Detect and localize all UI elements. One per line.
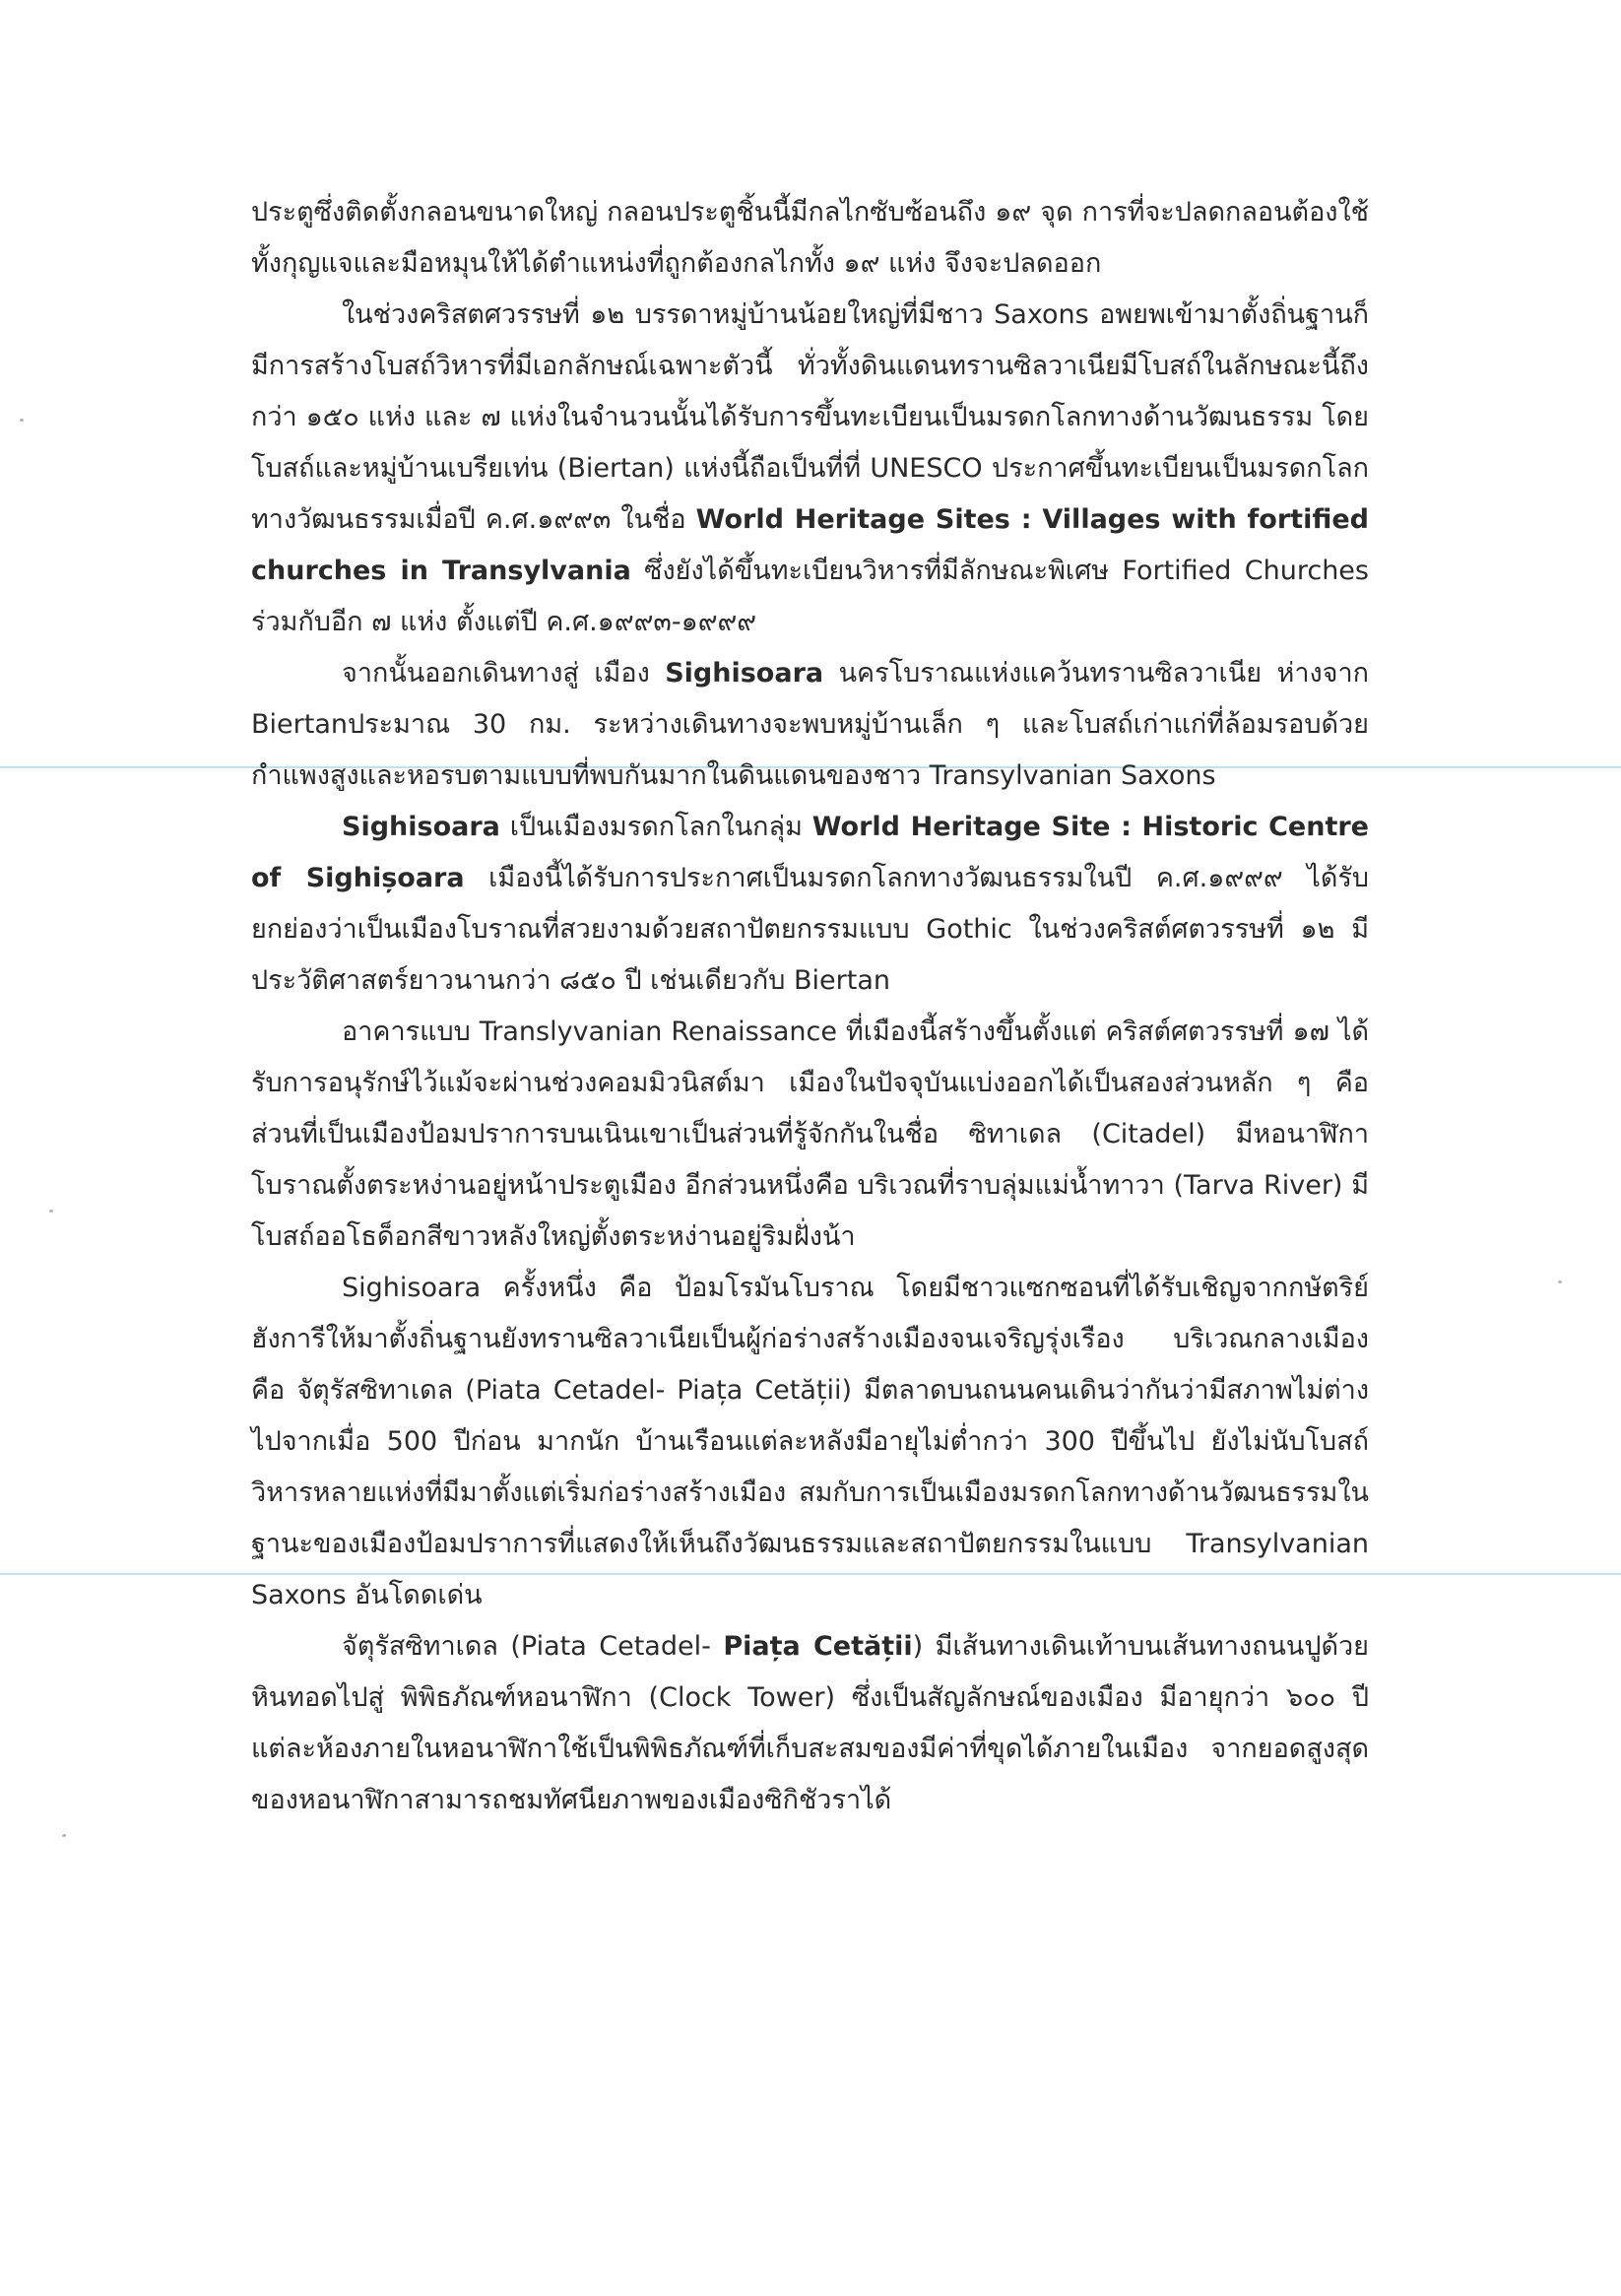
text-run: เป็นเมืองมรดกโลกในกลุ่ม — [499, 812, 812, 842]
text-run: จากนั้นออกเดินทางสู่ เมือง — [342, 658, 666, 689]
bold-text-run: Sighisoara — [342, 812, 500, 842]
paragraph-heritage-site — [251, 802, 1369, 1007]
bold-text-run: Piața Cetății — [723, 1631, 913, 1662]
text-run: อาคารแบบ Translyvanian Renaissance ที่เมืองนี้สร้างขึ้นตั้งแต่ คริสต์ศตวรรษที่ ๑๗ ได้รับการอนุรักษ์ไว้แม้จะผ่านช่วงคอมมิวนิสต์มา เมืองในปัจจุบันแบ่งออกได้เป็นสองส่วนหลัก ๆ คือ ส่วนที่เป็นเมืองป้อมปราการบนเนินเขาเป็นส่วนที่รู้จักกันในชื่อ ซิทาเดล (Citadel) มีหอนาฬิกาโบราณตั้งตระหง่านอยู่หน้าประตูเมือง อีกส่วนหนึ่งคือ บริเวณที่ราบลุ่มแม่น้ำทาวา (Tarva River) มีโบสถ์ออโธด็อกสีขาวหลังใหญ่ตั้งตระหง่านอยู่ริมฝั่งน้า — [251, 1017, 1369, 1252]
scan-speck — [1558, 1280, 1562, 1283]
bold-text-run: World Heritage Site : Historic Centre of Sighișoara — [251, 812, 1369, 893]
text-run: ซึ่งยังได้ขึ้นทะเบียนวิหารที่มีลักษณะพิเศษ Fortified Churches ร่วมกับอีก ๗ แห่ง ตั้งแต่ปี ค.ศ.๑๙๙๓-๑๙๙๙ — [251, 556, 1369, 637]
bold-text-run: World Heritage Sites : Villages with fortified churches in Transylvania — [251, 504, 1369, 586]
text-run: ประตูซึ่งติดตั้งกลอนขนาดใหญ่ กลอนประตูชิ้นนี้มีกลไกซับซ้อนถึง ๑๙ จุด การที่จะปลดกลอนต้องใช้ทั้งกุญแจและมือหมุนให้ได้ตำแหน่งที่ถูกต้องกลไกทั้ง ๑๙ แห่ง จึงจะปลดออก — [251, 197, 1369, 279]
text-run: ในช่วงคริสตศวรรษที่ ๑๒ บรรดาหมู่บ้านน้อยใหญ่ที่มีชาว Saxons อพยพเข้ามาตั้งถิ่นฐานก็มีการสร้างโบสถ์วิหารที่มีเอกลักษณ์เฉพาะตัวนี้ ทั่วทั้งดินแดนทรานซิลวาเนียมีโบสถ์ในลักษณะนี้ถึงกว่า ๑๕๐ แห่ง และ ๗ แห่งในจำนวนนั้นได้รับการขึ้นทะเบียนเป็นมรดกโลกทางด้านวัฒนธรรม โดยโบสถ์และหมู่บ้านเบรียเท่น (Biertan) แห่งนี้ถือเป็นที่ที่ UNESCO ประกาศขึ้นทะเบียนเป็นมรดกโลกทางวัฒนธรรมเมื่อปี ค.ศ.๑๙๙๓ ในชื่อ — [251, 299, 1369, 535]
paragraph-fortified-churches — [251, 290, 1369, 648]
paragraph-clock-tower — [251, 1621, 1369, 1826]
text-run: Sighisoara ครั้งหนึ่ง คือ ป้อมโรมันโบราณ โดยมีชาวแซกซอนที่ได้รับเชิญจากกษัตริย์ฮังการีให้มาตั้งถิ่นฐานยังทรานซิลวาเนียเป็นผู้ก่อร่างสร้างเมืองจนเจริญรุ่งเรือง บริเวณกลางเมือง คือ จัตุรัสซิทาเดล (Piata Cetadel- Piața Cetății) มีตลาดบนถนนคนเดินว่ากันว่ามีสภาพไม่ต่างไปจากเมื่อ 500 ปีก่อน มากนัก บ้านเรือนแต่ละหลังมีอายุไม่ต่ำกว่า 300 ปีขึ้นไป ยังไม่นับโบสถ์วิหารหลายแห่งที่มีมาตั้งแต่เริ่มก่อร่างสร้างเมือง สมกับการเป็นเมืองมรดกโลกทางด้านวัฒนธรรมในฐานะของเมืองป้อมปราการที่แสดงให้เห็นถึงวัฒนธรรมและสถาปัตยกรรมในแบบ Transylvanian Saxons อันโดดเด่น — [251, 1273, 1369, 1610]
scan-speck — [62, 1834, 66, 1837]
bold-text-run: Sighisoara — [665, 658, 824, 689]
document-body — [251, 187, 1369, 1826]
text-run: เมืองนี้ได้รับการประกาศเป็นมรดกโลกทางวัฒนธรรมในปี ค.ศ.๑๙๙๙ ได้รับยกย่องว่าเป็นเมืองโบราณที่สวยงามด้วยสถาปัตยกรรมแบบ Gothic ในช่วงคริสต์ศตวรรษที่ ๑๒ มีประวัติศาสตร์ยาวนานกว่า ๘๕๐ ปี เช่นเดียวกับ Biertan — [251, 863, 1369, 996]
paragraph-door-lock — [251, 187, 1369, 290]
paragraph-roman-fort — [251, 1263, 1369, 1621]
paragraph-travel-sighisoara — [251, 648, 1369, 802]
scan-speck — [20, 419, 24, 422]
text-run: ) มีเส้นทางเดินเท้าบนเส้นทางถนนปูด้วยหินทอดไปสู่ พิพิธภัณฑ์หอนาฬิกา (Clock Tower) ซึ่งเป็นสัญลักษณ์ของเมือง มีอายุกว่า ๖๐๐ ปี แต่ละห้องภายในหอนาฬิกาใช้เป็นพิพิธภัณฑ์ที่เก็บสะสมของมีค่าที่ขุดได้ภายในเมือง จากยอดสูงสุดของหอนาฬิกาสามารถชมทัศนียภาพของเมืองซิกิชัวราได้ — [251, 1631, 1369, 1815]
text-run: นครโบราณแห่งแคว้นทรานซิลวาเนีย ห่างจาก Biertanประมาณ 30 กม. ระหว่างเดินทางจะพบหมู่บ้านเล็ก ๆ และโบสถ์เก่าแก่ที่ล้อมรอบด้วยกำแพงสูงและหอรบตามแบบที่พบกันมากในดินแดนของชาว Transylvanian Saxons — [251, 658, 1369, 791]
scan-speck — [49, 1210, 53, 1213]
text-run: จัตุรัสซิทาเดล (Piata Cetadel- — [342, 1631, 724, 1662]
paragraph-renaissance-buildings — [251, 1007, 1369, 1263]
